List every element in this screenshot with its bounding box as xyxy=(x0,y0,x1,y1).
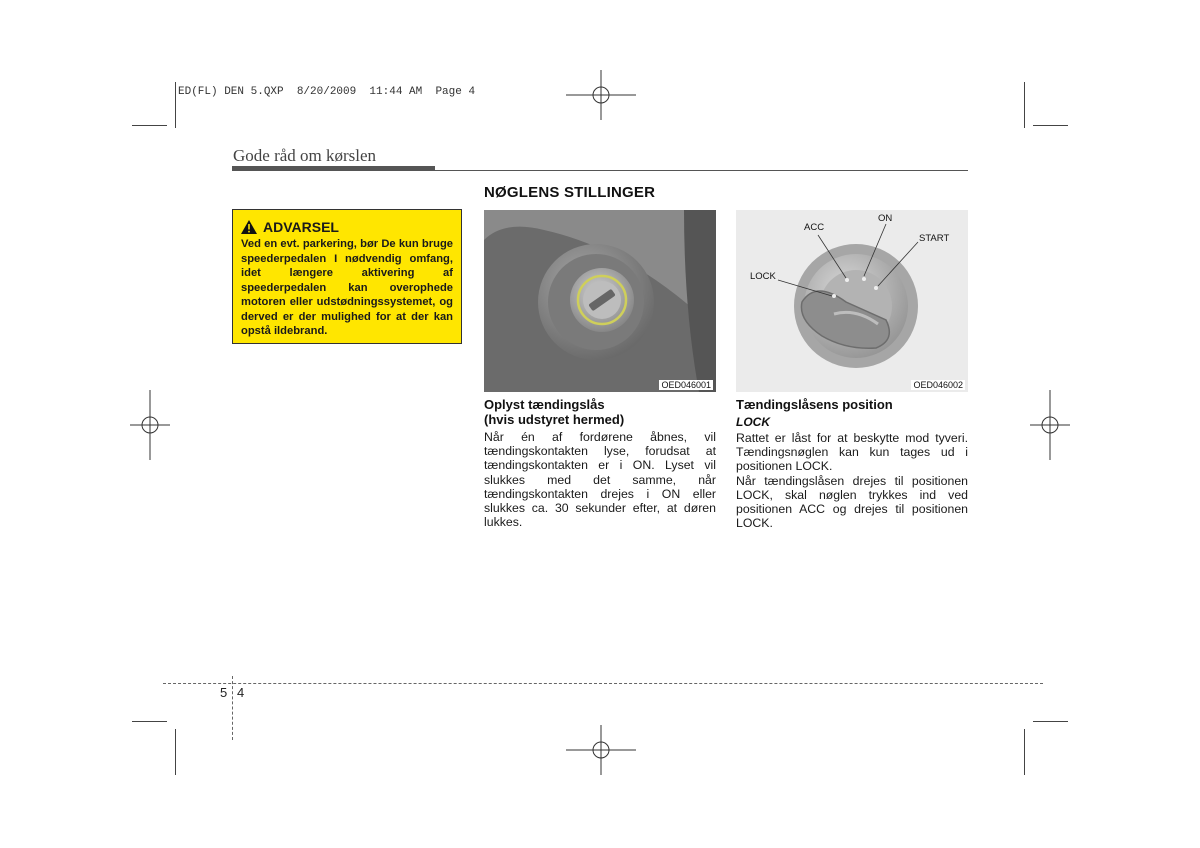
crop-mark xyxy=(175,82,176,128)
chapter-number: 5 xyxy=(220,685,228,700)
crop-mark xyxy=(1024,729,1025,775)
subhead: Tændingslåsens position xyxy=(736,397,893,412)
ignition-switch-photo xyxy=(484,210,716,392)
page-number: 4 xyxy=(237,685,245,700)
warning-title: ADVARSEL xyxy=(263,219,339,235)
label-start: START xyxy=(919,233,950,244)
warning-title-row xyxy=(241,219,453,235)
column-ignition-position xyxy=(736,397,968,530)
print-header: ED(FL) DEN 5.QXP 8/20/2009 11:44 AM Page 4 xyxy=(178,86,476,98)
crop-mark xyxy=(1024,82,1025,128)
warning-triangle-icon xyxy=(241,220,257,234)
figure-code: OED046002 xyxy=(913,380,963,390)
column-illuminated-ignition xyxy=(484,397,716,529)
figure-ignition-positions xyxy=(736,210,968,392)
crop-mark xyxy=(132,721,167,722)
registration-mark-icon xyxy=(1030,390,1070,460)
section-title: Gode råd om kørslen xyxy=(233,146,377,165)
registration-mark-icon xyxy=(566,725,636,775)
header-rule-thin xyxy=(232,170,968,171)
label-on: ON xyxy=(878,213,893,224)
figure-illuminated-ignition xyxy=(484,210,716,392)
label-acc: ACC xyxy=(804,222,825,233)
crop-mark xyxy=(132,125,167,126)
crop-mark xyxy=(1033,125,1068,126)
registration-mark-icon xyxy=(130,390,170,460)
crop-mark xyxy=(1033,721,1068,722)
warning-body: Ved en evt. parkering, bør De kun bruge speederpedalen I nødvendig omfang, idet længere aktivering af speederpedalen kan overophede motoren eller udstødningssystemet, og derved er der mulighed for at der kan opstå ildebrand. xyxy=(241,238,453,337)
figure-code: OED046001 xyxy=(661,380,711,390)
registration-mark-icon xyxy=(566,70,636,120)
paragraph: Når én af fordørene åbnes, vil tændingskontakten lyse, forudsat at tændingskontakten er i ON. Lyset vil slukkes med det samme, når tændingskontakten drejes i ON eller slukkes ca. 30 sekunder efter, at døren lukkes. xyxy=(484,430,716,530)
crop-mark xyxy=(175,729,176,775)
paragraph: Når tændingslåsen drejes til positionen LOCK, skal nøglen trykkes ind ved positionen ACC og drejes til positionen LOCK. xyxy=(736,473,968,531)
footer-rule xyxy=(163,683,1043,684)
ignition-positions-diagram xyxy=(736,210,968,392)
subhead-line2: (hvis udstyret hermed) xyxy=(484,412,625,427)
footer-divider xyxy=(232,676,233,740)
subhead-line1: Oplyst tændingslås xyxy=(484,397,605,412)
paragraph: Rattet er låst for at beskytte mod tyveri. Tændingsnøglen kan kun tages ud i positionen LOCK. xyxy=(736,431,968,474)
warning-box xyxy=(232,209,462,344)
label-lock: LOCK xyxy=(750,271,776,282)
lock-subhead: LOCK xyxy=(736,415,770,429)
page-heading: NØGLENS STILLINGER xyxy=(484,184,656,201)
